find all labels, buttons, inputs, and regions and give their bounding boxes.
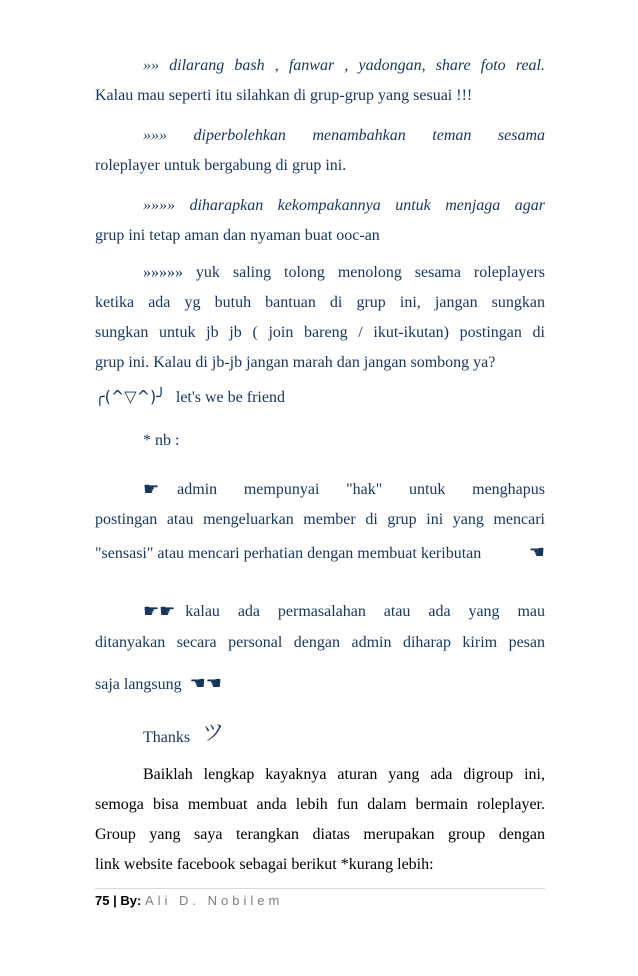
footer-separator: | [113, 893, 117, 908]
friend-text: let's we be friend [175, 389, 285, 406]
rule-4-line-4: grup ini. Kalau di jb-jb jangan marah dan jangan sombong ya? [95, 354, 496, 371]
rule-4-line-2: ketika ada yg butuh bantuan di grup ini, jangan sungkan [95, 294, 545, 311]
hand-right-icon: ☛ [143, 479, 160, 500]
rule-1-line-2: Kalau mau seperti itu silahkan di grup-grup yang sesuai !!! [95, 87, 473, 104]
nb-2-line-2: ditanyakan secara personal dengan admin diharap kirim pesan [95, 634, 545, 651]
nb-label: * nb : [143, 432, 180, 449]
nb-1-text-1: admin mempunyai "hak" untuk menghapus [177, 481, 545, 498]
nb-2-text-1: kalau ada permasalahan atau ada yang mau [185, 603, 545, 620]
rule-3-line-2: grup ini tetap aman dan nyaman buat ooc-an [95, 227, 380, 244]
rule-4-line-1: »»»»» yuk saling tolong menolong sesama roleplayers [143, 264, 545, 281]
footer-author: Ali D. Nobilem [144, 893, 284, 908]
closing-line-2: semoga bisa membuat anda lebih fun dalam bermain roleplayer. [95, 796, 545, 813]
nb-1-line-1 [143, 480, 545, 500]
nb-1-line-3 [95, 543, 545, 564]
double-hand-left-icon: ☚☚ [189, 673, 222, 694]
rule-2-line-1: »»» diperbolehkan menambahkan teman sesama [143, 127, 545, 144]
rule-2-line-2: roleplayer untuk bergabung di grup ini. [95, 157, 347, 174]
hand-left-icon: ☚ [528, 542, 545, 563]
closing-line-3: Group yang saya terangkan diatas merupakan group dengan [95, 826, 545, 843]
nb-1-text-3: "sensasi" atau mencari perhatian dengan membuat keributan [95, 545, 482, 562]
smile-glyph-icon: ツ [202, 721, 225, 746]
footer-by-label: By: [120, 893, 142, 908]
rule-3-line-1: »»»» diharapkan kekompakannya untuk menjaga agar [143, 197, 545, 214]
footer-divider [95, 888, 545, 889]
page-number: 75 [95, 893, 110, 908]
page-footer [95, 893, 283, 908]
friend-line [95, 387, 545, 408]
rule-4-line-3: sungkan untuk jb jb ( join bareng / ikut-ikutan) postingan di [95, 324, 545, 341]
closing-line-1: Baiklah lengkap kayaknya aturan yang ada digroup ini, [143, 766, 545, 783]
closing-line-4: link website facebook sebagai berikut *kurang lebih: [95, 856, 434, 873]
thanks-line [143, 721, 545, 748]
nb-1-line-2: postingan atau mengeluarkan member di grup ini yang mencari [95, 511, 545, 528]
nb-2-text-3: saja langsung [95, 676, 182, 693]
nb-2-line-1 [143, 602, 545, 622]
thanks-text: Thanks [143, 729, 191, 746]
rule-1-line-1: »» dilarang bash , fanwar , yadongan, share foto real. [143, 57, 545, 74]
double-hand-right-icon: ☛☛ [143, 601, 176, 622]
nb-2-line-3 [95, 674, 545, 695]
kaomoji: ╭(^▽^)╯ [95, 387, 166, 406]
